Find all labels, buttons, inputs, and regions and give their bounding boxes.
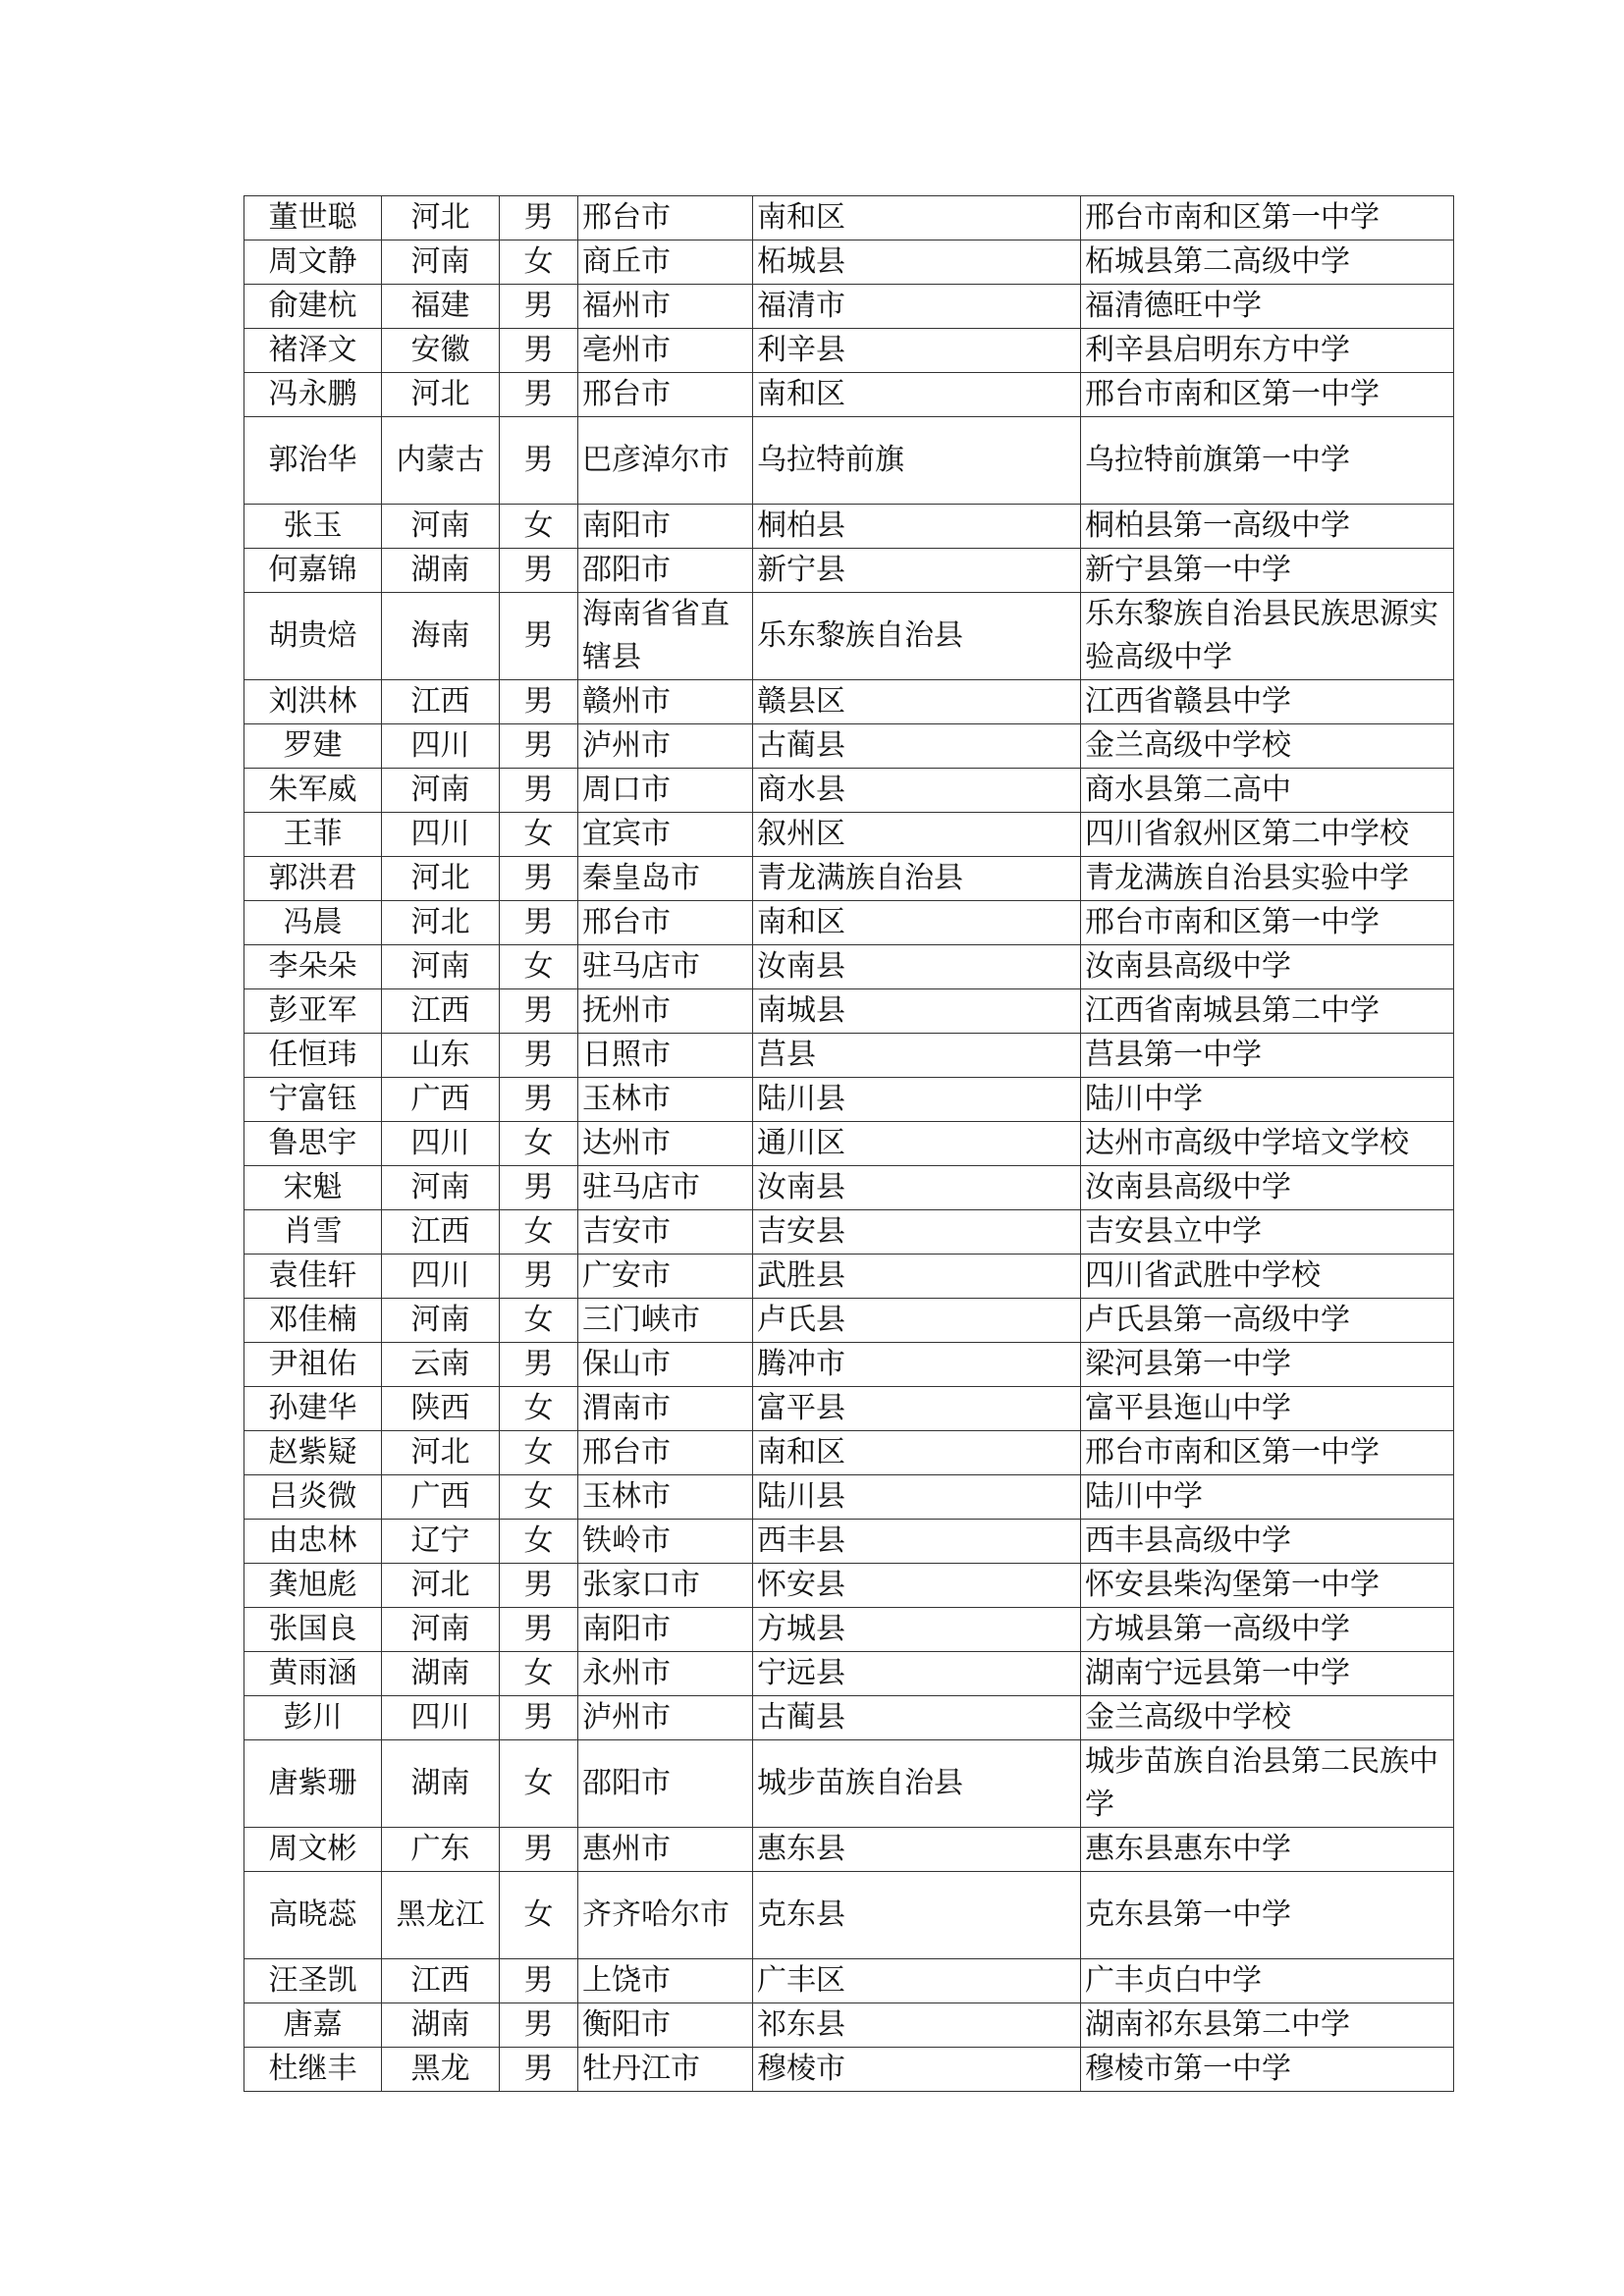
district-cell: 南城县: [753, 989, 1081, 1034]
city-cell: 泸州市: [578, 724, 753, 769]
city-cell: 吉安市: [578, 1210, 753, 1255]
school-cell: 莒县第一中学: [1081, 1034, 1454, 1078]
table-row: [244, 1959, 1454, 2003]
district-cell: 通川区: [753, 1122, 1081, 1166]
province-cell: 江西: [382, 680, 500, 724]
school-cell: 青龙满族自治县实验中学: [1081, 857, 1454, 901]
gender-cell: 男: [500, 417, 578, 505]
gender-cell: 男: [500, 2003, 578, 2048]
table-row: [244, 1034, 1454, 1078]
table-row: [244, 1828, 1454, 1872]
city-cell: 驻马店市: [578, 1166, 753, 1210]
student-name-cell: 王菲: [244, 813, 382, 857]
student-name-cell: 冯晨: [244, 901, 382, 945]
city-cell: 惠州市: [578, 1828, 753, 1872]
school-cell: 桐柏县第一高级中学: [1081, 505, 1454, 549]
table-row: [244, 373, 1454, 417]
province-cell: 广西: [382, 1475, 500, 1520]
gender-cell: 女: [500, 1740, 578, 1828]
school-cell: 邢台市南和区第一中学: [1081, 196, 1454, 240]
district-cell: 新宁县: [753, 549, 1081, 593]
district-cell: 汝南县: [753, 945, 1081, 989]
table-row: [244, 680, 1454, 724]
district-cell: 福清市: [753, 285, 1081, 329]
district-cell: 克东县: [753, 1872, 1081, 1959]
city-cell: 日照市: [578, 1034, 753, 1078]
school-cell: 西丰县高级中学: [1081, 1520, 1454, 1564]
table-row: [244, 285, 1454, 329]
district-cell: 桐柏县: [753, 505, 1081, 549]
gender-cell: 女: [500, 813, 578, 857]
gender-cell: 男: [500, 373, 578, 417]
province-cell: 河北: [382, 196, 500, 240]
table-row: [244, 989, 1454, 1034]
district-cell: 南和区: [753, 1431, 1081, 1475]
district-cell: 卢氏县: [753, 1299, 1081, 1343]
student-name-cell: 褚泽文: [244, 329, 382, 373]
student-name-cell: 董世聪: [244, 196, 382, 240]
table-row: [244, 1696, 1454, 1740]
city-cell: 渭南市: [578, 1387, 753, 1431]
city-cell: 邢台市: [578, 1431, 753, 1475]
province-cell: 云南: [382, 1343, 500, 1387]
table-row: [244, 857, 1454, 901]
province-cell: 湖南: [382, 1740, 500, 1828]
city-cell: 邢台市: [578, 373, 753, 417]
school-cell: 湖南宁远县第一中学: [1081, 1652, 1454, 1696]
district-cell: 城步苗族自治县: [753, 1740, 1081, 1828]
district-cell: 西丰县: [753, 1520, 1081, 1564]
student-name-cell: 罗建: [244, 724, 382, 769]
table-row: [244, 1078, 1454, 1122]
gender-cell: 女: [500, 1431, 578, 1475]
gender-cell: 女: [500, 945, 578, 989]
city-cell: 邵阳市: [578, 1740, 753, 1828]
school-cell: 汝南县高级中学: [1081, 1166, 1454, 1210]
table-row: [244, 1475, 1454, 1520]
table-row: [244, 1740, 1454, 1828]
province-cell: 河南: [382, 945, 500, 989]
school-cell: 柘城县第二高级中学: [1081, 240, 1454, 285]
city-cell: 邢台市: [578, 196, 753, 240]
gender-cell: 男: [500, 196, 578, 240]
province-cell: 广东: [382, 1828, 500, 1872]
school-cell: 方城县第一高级中学: [1081, 1608, 1454, 1652]
city-cell: 南阳市: [578, 1608, 753, 1652]
district-cell: 陆川县: [753, 1078, 1081, 1122]
table-row: [244, 1564, 1454, 1608]
school-cell: 乐东黎族自治县民族思源实验高级中学: [1081, 593, 1454, 680]
table-row: [244, 901, 1454, 945]
district-cell: 南和区: [753, 901, 1081, 945]
province-cell: 山东: [382, 1034, 500, 1078]
city-cell: 南阳市: [578, 505, 753, 549]
student-name-cell: 刘洪林: [244, 680, 382, 724]
student-name-cell: 赵紫疑: [244, 1431, 382, 1475]
province-cell: 江西: [382, 1210, 500, 1255]
city-cell: 驻马店市: [578, 945, 753, 989]
gender-cell: 男: [500, 1255, 578, 1299]
district-cell: 南和区: [753, 373, 1081, 417]
province-cell: 安徽: [382, 329, 500, 373]
table-row: [244, 1652, 1454, 1696]
city-cell: 达州市: [578, 1122, 753, 1166]
school-cell: 广丰贞白中学: [1081, 1959, 1454, 2003]
table-row: [244, 1210, 1454, 1255]
province-cell: 江西: [382, 1959, 500, 2003]
gender-cell: 男: [500, 1696, 578, 1740]
student-name-cell: 袁佳轩: [244, 1255, 382, 1299]
city-cell: 广安市: [578, 1255, 753, 1299]
province-cell: 河北: [382, 857, 500, 901]
student-name-cell: 周文静: [244, 240, 382, 285]
school-cell: 汝南县高级中学: [1081, 945, 1454, 989]
district-cell: 富平县: [753, 1387, 1081, 1431]
school-cell: 江西省南城县第二中学: [1081, 989, 1454, 1034]
student-name-cell: 俞建杭: [244, 285, 382, 329]
province-cell: 海南: [382, 593, 500, 680]
school-cell: 梁河县第一中学: [1081, 1343, 1454, 1387]
table-row: [244, 1520, 1454, 1564]
student-name-cell: 龚旭彪: [244, 1564, 382, 1608]
table-row: [244, 1387, 1454, 1431]
student-name-cell: 彭川: [244, 1696, 382, 1740]
student-name-cell: 胡贵焙: [244, 593, 382, 680]
school-cell: 利辛县启明东方中学: [1081, 329, 1454, 373]
district-cell: 吉安县: [753, 1210, 1081, 1255]
province-cell: 河北: [382, 901, 500, 945]
student-name-cell: 周文彬: [244, 1828, 382, 1872]
gender-cell: 女: [500, 1872, 578, 1959]
province-cell: 湖南: [382, 1652, 500, 1696]
district-cell: 宁远县: [753, 1652, 1081, 1696]
table-row: [244, 1122, 1454, 1166]
school-cell: 达州市高级中学培文学校: [1081, 1122, 1454, 1166]
gender-cell: 男: [500, 1078, 578, 1122]
school-cell: 陆川中学: [1081, 1078, 1454, 1122]
province-cell: 河南: [382, 240, 500, 285]
gender-cell: 女: [500, 1210, 578, 1255]
city-cell: 福州市: [578, 285, 753, 329]
table-row: [244, 1299, 1454, 1343]
gender-cell: 女: [500, 1652, 578, 1696]
city-cell: 铁岭市: [578, 1520, 753, 1564]
school-cell: 邢台市南和区第一中学: [1081, 373, 1454, 417]
table-row: [244, 769, 1454, 813]
gender-cell: 男: [500, 857, 578, 901]
school-cell: 新宁县第一中学: [1081, 549, 1454, 593]
city-cell: 上饶市: [578, 1959, 753, 2003]
city-cell: 玉林市: [578, 1475, 753, 1520]
school-cell: 吉安县立中学: [1081, 1210, 1454, 1255]
gender-cell: 男: [500, 1608, 578, 1652]
district-cell: 汝南县: [753, 1166, 1081, 1210]
student-name-cell: 孙建华: [244, 1387, 382, 1431]
school-cell: 金兰高级中学校: [1081, 724, 1454, 769]
table-row: [244, 1255, 1454, 1299]
gender-cell: 男: [500, 680, 578, 724]
gender-cell: 女: [500, 1520, 578, 1564]
gender-cell: 男: [500, 1034, 578, 1078]
province-cell: 河南: [382, 1608, 500, 1652]
student-name-cell: 邓佳楠: [244, 1299, 382, 1343]
province-cell: 河南: [382, 1166, 500, 1210]
province-cell: 河南: [382, 505, 500, 549]
school-cell: 克东县第一中学: [1081, 1872, 1454, 1959]
district-cell: 乐东黎族自治县: [753, 593, 1081, 680]
gender-cell: 男: [500, 2048, 578, 2092]
city-cell: 周口市: [578, 769, 753, 813]
province-cell: 江西: [382, 989, 500, 1034]
school-cell: 福清德旺中学: [1081, 285, 1454, 329]
student-name-cell: 由忠林: [244, 1520, 382, 1564]
student-name-cell: 黄雨涵: [244, 1652, 382, 1696]
table-row: [244, 549, 1454, 593]
school-cell: 陆川中学: [1081, 1475, 1454, 1520]
district-cell: 莒县: [753, 1034, 1081, 1078]
student-table: [244, 195, 1454, 2092]
student-name-cell: 唐嘉: [244, 2003, 382, 2048]
district-cell: 利辛县: [753, 329, 1081, 373]
table-row: [244, 196, 1454, 240]
gender-cell: 女: [500, 505, 578, 549]
gender-cell: 男: [500, 1166, 578, 1210]
city-cell: 三门峡市: [578, 1299, 753, 1343]
city-cell: 邵阳市: [578, 549, 753, 593]
province-cell: 河北: [382, 373, 500, 417]
province-cell: 河南: [382, 1299, 500, 1343]
city-cell: 商丘市: [578, 240, 753, 285]
city-cell: 赣州市: [578, 680, 753, 724]
district-cell: 商水县: [753, 769, 1081, 813]
table-row: [244, 945, 1454, 989]
district-cell: 祁东县: [753, 2003, 1081, 2048]
student-name-cell: 郭洪君: [244, 857, 382, 901]
school-cell: 卢氏县第一高级中学: [1081, 1299, 1454, 1343]
city-cell: 海南省省直辖县: [578, 593, 753, 680]
table-row: [244, 593, 1454, 680]
gender-cell: 男: [500, 1959, 578, 2003]
province-cell: 四川: [382, 1696, 500, 1740]
gender-cell: 男: [500, 989, 578, 1034]
district-cell: 古蔺县: [753, 1696, 1081, 1740]
table-row: [244, 1431, 1454, 1475]
province-cell: 广西: [382, 1078, 500, 1122]
student-name-cell: 任恒玮: [244, 1034, 382, 1078]
school-cell: 商水县第二高中: [1081, 769, 1454, 813]
gender-cell: 男: [500, 1343, 578, 1387]
table-row: [244, 1343, 1454, 1387]
school-cell: 金兰高级中学校: [1081, 1696, 1454, 1740]
student-name-cell: 杜继丰: [244, 2048, 382, 2092]
gender-cell: 男: [500, 769, 578, 813]
gender-cell: 男: [500, 1828, 578, 1872]
province-cell: 黑龙江: [382, 1872, 500, 1959]
district-cell: 古蔺县: [753, 724, 1081, 769]
city-cell: 秦皇岛市: [578, 857, 753, 901]
gender-cell: 男: [500, 285, 578, 329]
school-cell: 怀安县柴沟堡第一中学: [1081, 1564, 1454, 1608]
student-name-cell: 鲁思宇: [244, 1122, 382, 1166]
gender-cell: 男: [500, 593, 578, 680]
student-name-cell: 吕炎微: [244, 1475, 382, 1520]
table-row: [244, 505, 1454, 549]
table-row: [244, 1166, 1454, 1210]
province-cell: 湖南: [382, 2003, 500, 2048]
district-cell: 赣县区: [753, 680, 1081, 724]
district-cell: 陆川县: [753, 1475, 1081, 1520]
student-name-cell: 彭亚军: [244, 989, 382, 1034]
student-name-cell: 唐紫珊: [244, 1740, 382, 1828]
student-name-cell: 朱军威: [244, 769, 382, 813]
gender-cell: 男: [500, 901, 578, 945]
city-cell: 宜宾市: [578, 813, 753, 857]
student-name-cell: 李朵朵: [244, 945, 382, 989]
student-name-cell: 郭治华: [244, 417, 382, 505]
gender-cell: 男: [500, 724, 578, 769]
gender-cell: 女: [500, 1122, 578, 1166]
district-cell: 穆棱市: [753, 2048, 1081, 2092]
district-cell: 乌拉特前旗: [753, 417, 1081, 505]
student-name-cell: 宁富钰: [244, 1078, 382, 1122]
school-cell: 惠东县惠东中学: [1081, 1828, 1454, 1872]
school-cell: 四川省叙州区第二中学校: [1081, 813, 1454, 857]
school-cell: 湖南祁东县第二中学: [1081, 2003, 1454, 2048]
student-name-cell: 张国良: [244, 1608, 382, 1652]
city-cell: 玉林市: [578, 1078, 753, 1122]
table-row: [244, 417, 1454, 505]
student-name-cell: 肖雪: [244, 1210, 382, 1255]
province-cell: 河北: [382, 1431, 500, 1475]
city-cell: 泸州市: [578, 1696, 753, 1740]
district-cell: 方城县: [753, 1608, 1081, 1652]
gender-cell: 女: [500, 1387, 578, 1431]
student-name-cell: 尹祖佑: [244, 1343, 382, 1387]
district-cell: 青龙满族自治县: [753, 857, 1081, 901]
school-cell: 四川省武胜中学校: [1081, 1255, 1454, 1299]
city-cell: 衡阳市: [578, 2003, 753, 2048]
province-cell: 内蒙古: [382, 417, 500, 505]
city-cell: 保山市: [578, 1343, 753, 1387]
gender-cell: 女: [500, 1475, 578, 1520]
student-name-cell: 高晓蕊: [244, 1872, 382, 1959]
student-name-cell: 冯永鹏: [244, 373, 382, 417]
district-cell: 腾冲市: [753, 1343, 1081, 1387]
gender-cell: 女: [500, 1299, 578, 1343]
gender-cell: 女: [500, 240, 578, 285]
city-cell: 张家口市: [578, 1564, 753, 1608]
gender-cell: 男: [500, 549, 578, 593]
province-cell: 四川: [382, 1255, 500, 1299]
school-cell: 江西省赣县中学: [1081, 680, 1454, 724]
city-cell: 牡丹江市: [578, 2048, 753, 2092]
district-cell: 武胜县: [753, 1255, 1081, 1299]
school-cell: 富平县迤山中学: [1081, 1387, 1454, 1431]
district-cell: 柘城县: [753, 240, 1081, 285]
province-cell: 辽宁: [382, 1520, 500, 1564]
province-cell: 陕西: [382, 1387, 500, 1431]
school-cell: 乌拉特前旗第一中学: [1081, 417, 1454, 505]
city-cell: 亳州市: [578, 329, 753, 373]
province-cell: 四川: [382, 1122, 500, 1166]
city-cell: 齐齐哈尔市: [578, 1872, 753, 1959]
table-row: [244, 813, 1454, 857]
province-cell: 河南: [382, 769, 500, 813]
student-table-body: [244, 196, 1454, 2092]
province-cell: 黑龙: [382, 2048, 500, 2092]
city-cell: 邢台市: [578, 901, 753, 945]
district-cell: 怀安县: [753, 1564, 1081, 1608]
school-cell: 城步苗族自治县第二民族中学: [1081, 1740, 1454, 1828]
student-name-cell: 何嘉锦: [244, 549, 382, 593]
table-row: [244, 240, 1454, 285]
province-cell: 河北: [382, 1564, 500, 1608]
table-row: [244, 2048, 1454, 2092]
school-cell: 邢台市南和区第一中学: [1081, 1431, 1454, 1475]
province-cell: 四川: [382, 724, 500, 769]
province-cell: 四川: [382, 813, 500, 857]
school-cell: 穆棱市第一中学: [1081, 2048, 1454, 2092]
gender-cell: 男: [500, 1564, 578, 1608]
district-cell: 叙州区: [753, 813, 1081, 857]
school-cell: 邢台市南和区第一中学: [1081, 901, 1454, 945]
student-name-cell: 汪圣凯: [244, 1959, 382, 2003]
table-row: [244, 1872, 1454, 1959]
city-cell: 永州市: [578, 1652, 753, 1696]
district-cell: 南和区: [753, 196, 1081, 240]
city-cell: 抚州市: [578, 989, 753, 1034]
table-row: [244, 2003, 1454, 2048]
district-cell: 广丰区: [753, 1959, 1081, 2003]
table-row: [244, 724, 1454, 769]
table-row: [244, 329, 1454, 373]
province-cell: 福建: [382, 285, 500, 329]
table-row: [244, 1608, 1454, 1652]
gender-cell: 男: [500, 329, 578, 373]
province-cell: 湖南: [382, 549, 500, 593]
district-cell: 惠东县: [753, 1828, 1081, 1872]
student-name-cell: 宋魁: [244, 1166, 382, 1210]
student-name-cell: 张玉: [244, 505, 382, 549]
city-cell: 巴彦淖尔市: [578, 417, 753, 505]
